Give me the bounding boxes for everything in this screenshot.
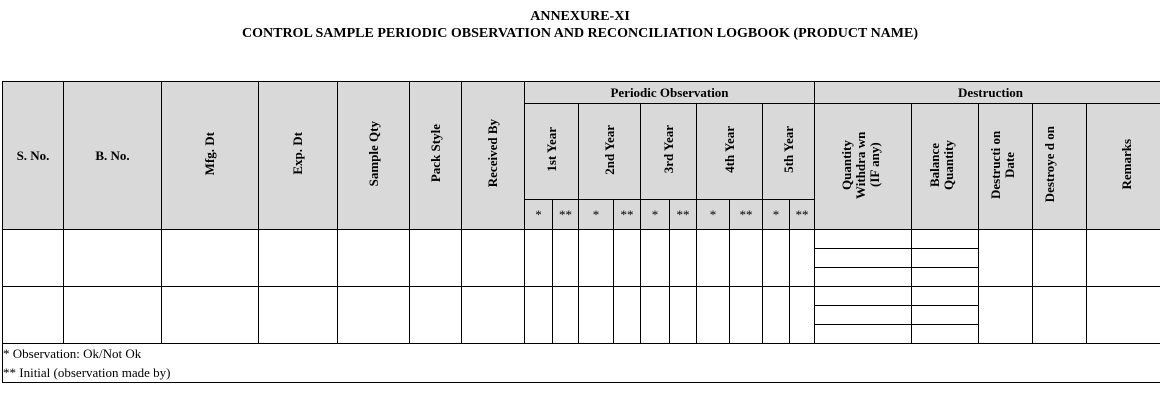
cell-year2-obs[interactable] xyxy=(579,287,614,344)
header-destroyed-on: Destroye d on xyxy=(1033,104,1087,230)
cell-quantity-withdrawn[interactable] xyxy=(815,249,912,268)
header-remarks: Remarks xyxy=(1087,104,1160,230)
header-sample-qty: Sample Qty xyxy=(338,82,410,230)
cell-received-by[interactable] xyxy=(462,230,525,287)
cell-year3-obs[interactable] xyxy=(641,230,670,287)
cell-quantity-withdrawn[interactable] xyxy=(815,268,912,287)
cell-year3-initial[interactable] xyxy=(670,287,697,344)
cell-balance-quantity[interactable] xyxy=(912,306,979,325)
cell-year1-initial[interactable] xyxy=(553,230,579,287)
cell-b-no[interactable] xyxy=(64,230,162,287)
cell-year5-initial[interactable] xyxy=(790,287,815,344)
cell-year5-obs[interactable] xyxy=(763,230,790,287)
cell-received-by[interactable] xyxy=(462,287,525,344)
header-year-4: 4th Year xyxy=(697,104,763,200)
mark-initial: ** xyxy=(790,200,815,230)
mark-initial: ** xyxy=(553,200,579,230)
cell-destroyed-on[interactable] xyxy=(1033,230,1087,287)
cell-balance-quantity[interactable] xyxy=(912,230,979,249)
cell-year4-initial[interactable] xyxy=(730,287,763,344)
annexure-number: ANNEXURE-XI xyxy=(530,9,630,24)
mark-initial: ** xyxy=(730,200,763,230)
header-year-2: 2nd Year xyxy=(579,104,641,200)
cell-destroyed-on[interactable] xyxy=(1033,287,1087,344)
cell-sample-qty[interactable] xyxy=(338,230,410,287)
cell-year1-initial[interactable] xyxy=(553,287,579,344)
mark-observation: * xyxy=(697,200,730,230)
cell-pack-style[interactable] xyxy=(410,230,462,287)
cell-exp-dt[interactable] xyxy=(259,287,338,344)
cell-year3-initial[interactable] xyxy=(670,230,697,287)
cell-pack-style[interactable] xyxy=(410,287,462,344)
mark-observation: * xyxy=(579,200,614,230)
cell-quantity-withdrawn[interactable] xyxy=(815,230,912,249)
cell-year5-obs[interactable] xyxy=(763,287,790,344)
header-b-no: B. No. xyxy=(64,82,162,230)
cell-year4-obs[interactable] xyxy=(697,287,730,344)
cell-s-no[interactable] xyxy=(3,287,64,344)
cell-destruction-date[interactable] xyxy=(979,230,1033,287)
mark-observation: * xyxy=(763,200,790,230)
header-exp-dt: Exp. Dt xyxy=(259,82,338,230)
header-quantity-withdrawn: Quantity Withdra wn (IF any) xyxy=(815,104,912,230)
cell-remarks[interactable] xyxy=(1087,287,1160,344)
cell-quantity-withdrawn[interactable] xyxy=(815,325,912,344)
cell-sample-qty[interactable] xyxy=(338,287,410,344)
mark-initial: ** xyxy=(670,200,697,230)
cell-year2-initial[interactable] xyxy=(614,287,641,344)
header-balance-quantity: Balance Quantity xyxy=(912,104,979,230)
cell-mfg-dt[interactable] xyxy=(162,230,259,287)
cell-year4-initial[interactable] xyxy=(730,230,763,287)
cell-s-no[interactable] xyxy=(3,230,64,287)
mark-observation: * xyxy=(525,200,553,230)
header-periodic-observation: Periodic Observation xyxy=(525,82,815,104)
footnote-initial: ** Initial (observation made by) xyxy=(3,365,171,380)
cell-destruction-date[interactable] xyxy=(979,287,1033,344)
footnote-observation: * Observation: Ok/Not Ok xyxy=(3,346,142,361)
logbook-title: CONTROL SAMPLE PERIODIC OBSERVATION AND RECONCILIATION LOGBOOK (PRODUCT NAME) xyxy=(242,26,918,41)
cell-year2-initial[interactable] xyxy=(614,230,641,287)
mark-initial: ** xyxy=(614,200,641,230)
cell-mfg-dt[interactable] xyxy=(162,287,259,344)
header-received-by: Received By xyxy=(462,82,525,230)
cell-exp-dt[interactable] xyxy=(259,230,338,287)
cell-year1-obs[interactable] xyxy=(525,287,553,344)
cell-balance-quantity[interactable] xyxy=(912,268,979,287)
cell-year5-initial[interactable] xyxy=(790,230,815,287)
header-year-5: 5th Year xyxy=(763,104,815,200)
header-mfg-dt: Mfg. Dt xyxy=(162,82,259,230)
cell-quantity-withdrawn[interactable] xyxy=(815,287,912,306)
footnotes xyxy=(3,344,1160,383)
header-year-3: 3rd Year xyxy=(641,104,697,200)
header-s-no: S. No. xyxy=(3,82,64,230)
cell-remarks[interactable] xyxy=(1087,230,1160,287)
cell-year1-obs[interactable] xyxy=(525,230,553,287)
cell-balance-quantity[interactable] xyxy=(912,249,979,268)
mark-observation: * xyxy=(641,200,670,230)
cell-year2-obs[interactable] xyxy=(579,230,614,287)
cell-b-no[interactable] xyxy=(64,287,162,344)
header-pack-style: Pack Style xyxy=(410,82,462,230)
header-destruction: Destruction xyxy=(815,82,1160,104)
cell-quantity-withdrawn[interactable] xyxy=(815,306,912,325)
logbook-table xyxy=(2,81,1160,383)
header-destruction-date: Destructi on Date xyxy=(979,104,1033,230)
cell-balance-quantity[interactable] xyxy=(912,287,979,306)
cell-year3-obs[interactable] xyxy=(641,287,670,344)
header-year-1: 1st Year xyxy=(525,104,579,200)
cell-year4-obs[interactable] xyxy=(697,230,730,287)
cell-balance-quantity[interactable] xyxy=(912,325,979,344)
